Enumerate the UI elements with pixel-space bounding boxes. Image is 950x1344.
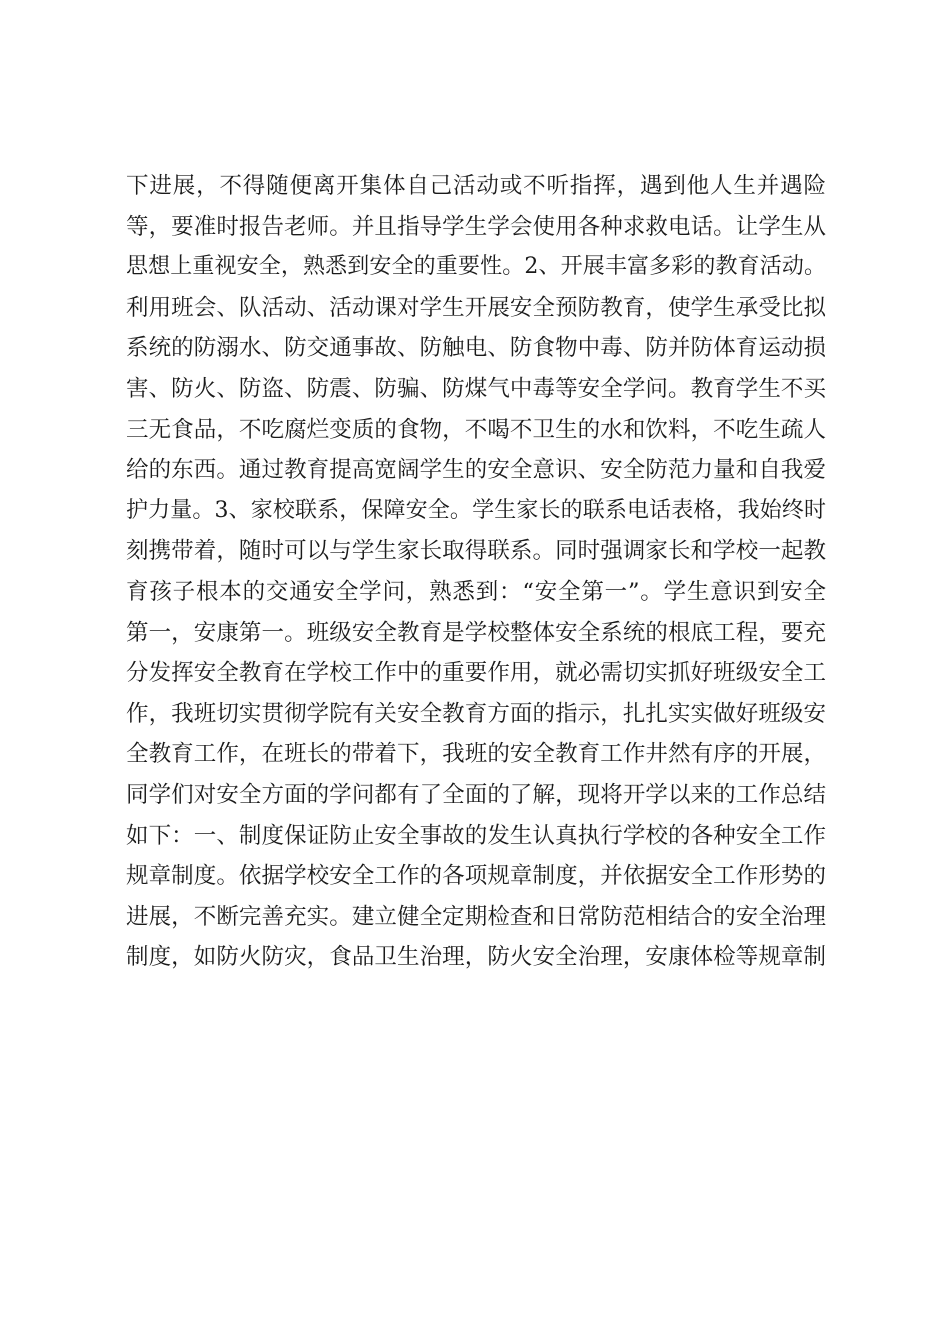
text-line: 三无食品，不吃腐烂变质的食物，不喝不卫生的水和饮料，不吃生疏人	[126, 416, 826, 443]
text-line: 系统的防溺水、防交通事故、防触电、防食物中毒、防并防体育运动损	[126, 335, 826, 362]
text-line: 全教育工作，在班长的带着下，我班的安全教育工作井然有序的开展，	[126, 741, 826, 768]
text-line: 刻携带着，随时可以与学生家长取得联系。同时强调家长和学校一起教	[126, 538, 826, 565]
text-line: 护力量。3、家校联系，保障安全。学生家长的联系电话表格，我始终时	[126, 497, 826, 523]
text-line: 作，我班切实贯彻学院有关安全教育方面的指示，扎扎实实做好班级安	[126, 700, 826, 727]
text-line: 制度，如防火防灾，食品卫生治理，防火安全治理，安康体检等规章制	[126, 944, 826, 971]
text-line: 第一，安康第一。班级安全教育是学校整体安全系统的根底工程，要充	[126, 619, 826, 646]
text-line: 下进展，不得随便离开集体自己活动或不听指挥，遇到他人生并遇险	[126, 173, 826, 199]
text-line: 给的东西。通过教育提高宽阔学生的安全意识、安全防范力量和自我爱	[126, 457, 826, 484]
text-line: 害、防火、防盗、防震、防骗、防煤气中毒等安全学问。教育学生不买	[126, 375, 826, 402]
text-line: 利用班会、队活动、活动课对学生开展安全预防教育，使学生承受比拟	[126, 294, 826, 321]
text-line: 规章制度。依据学校安全工作的各项规章制度，并依据安全工作形势的	[126, 863, 826, 890]
text-line: 进展，不断完善充实。建立健全定期检查和日常防范相结合的安全治理	[126, 903, 826, 930]
text-line: 分发挥安全教育在学校工作中的重要作用，就必需切实抓好班级安全工	[126, 660, 826, 687]
body-text	[126, 166, 826, 978]
text-line: 育孩子根本的交通安全学问，熟悉到：“安全第一”。学生意识到安全	[126, 578, 826, 605]
text-line: 思想上重视安全，熟悉到安全的重要性。2、开展丰富多彩的教育活动。	[126, 254, 826, 280]
text-line: 如下：一、制度保证防止安全事故的发生认真执行学校的各种安全工作	[126, 822, 826, 849]
text-line: 等，要准时报告老师。并且指导学生学会使用各种求救电话。让学生从	[126, 213, 826, 240]
text-line: 同学们对安全方面的学问都有了全面的了解，现将开学以来的工作总结	[126, 781, 826, 808]
